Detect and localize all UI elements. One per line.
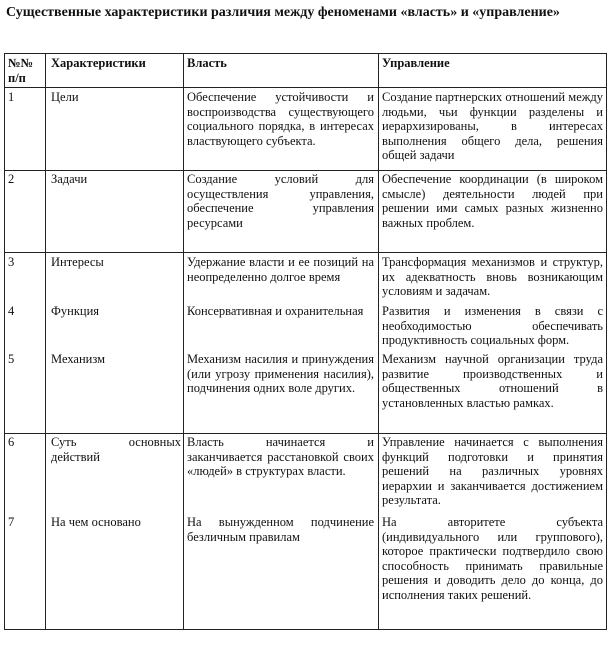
- row-7-power: На вынужденном подчинение безличным правилам: [187, 515, 374, 544]
- row-4-management: Развития и изменения в связи с необходимостью обеспечивать продуктивность социальных форм.: [382, 304, 603, 348]
- row-4-number: 4: [8, 304, 15, 318]
- row-6-number: 6: [8, 435, 15, 449]
- row-6-characteristic: Суть основных действий: [51, 435, 181, 464]
- row-7-management: На авторитете субъекта (индивидуального или группового), которое практически подтвердило свою способность принимать правильные решения и доводить дело до конца, до исполнения таких решений.: [382, 515, 603, 602]
- column-divider: [45, 53, 46, 630]
- row-4-characteristic: Функция: [51, 304, 100, 318]
- row-7-characteristic: На чем основано: [51, 515, 141, 529]
- row-3-management: Трансформация механизмов и структур, их адекватность вновь возникающим условиям и задачам.: [382, 255, 603, 299]
- row-3-power: Удержание власти и ее позиций на неопределенно долгое время: [187, 255, 374, 284]
- comparison-table: [4, 53, 607, 630]
- row-1-management: Создание партнерских отношений между людьми, чьи функции разделены и иерархизированы, в интересах выполнения общего дела, решения общей задачи: [382, 90, 603, 163]
- row-divider: [4, 87, 607, 88]
- row-3-number: 3: [8, 255, 15, 269]
- row-5-management: Механизм научной организации труда развитие производственных и общественных отношений в установленных властью рамках.: [382, 352, 603, 410]
- table-border-bottom: [4, 629, 607, 630]
- row-divider: [4, 170, 607, 171]
- header-number: №№ п/п: [8, 56, 34, 85]
- row-6-management: Управление начинается с выполнения функций подготовки и принятия решений на различных уровнях иерархии и заканчивается достижением результата.: [382, 435, 603, 508]
- document-title: Существенные характеристики различия между феноменами «власть» и «управление»: [6, 5, 560, 20]
- row-2-number: 2: [8, 172, 15, 186]
- row-1-characteristic: Цели: [51, 90, 79, 104]
- header-power: Власть: [187, 56, 227, 70]
- row-2-characteristic: Задачи: [51, 172, 88, 186]
- table-border-top: [4, 53, 607, 54]
- row-6-power: Власть начинается и заканчивается расстановкой своих «людей» в структурах власти.: [187, 435, 374, 479]
- column-divider: [183, 53, 184, 630]
- row-1-power: Обеспечение устойчивости и воспроизводства существующего социального порядка, в интересах властвующего субъекта.: [187, 90, 374, 148]
- header-management: Управление: [382, 56, 450, 70]
- column-divider: [378, 53, 379, 630]
- row-3-characteristic: Интересы: [51, 255, 104, 269]
- row-4-power: Консервативная и охранительная: [187, 304, 364, 318]
- row-7-number: 7: [8, 515, 15, 529]
- row-divider: [4, 252, 607, 253]
- header-characteristic: Характеристики: [51, 56, 146, 70]
- table-border-right: [606, 53, 607, 630]
- row-2-management: Обеспечение координации (в широком смысле) деятельности людей при решении ими самых разных жизненно важных проблем.: [382, 172, 603, 230]
- table-border-left: [4, 53, 5, 630]
- row-divider: [4, 433, 607, 434]
- row-2-power: Создание условий для осуществления управления, обеспечение управления ресурсами: [187, 172, 374, 230]
- row-5-number: 5: [8, 352, 15, 366]
- row-5-characteristic: Механизм: [51, 352, 106, 366]
- row-5-power: Механизм насилия и принуждения (или угрозу применения насилия), подчинения одних воле других.: [187, 352, 374, 396]
- row-1-number: 1: [8, 90, 15, 104]
